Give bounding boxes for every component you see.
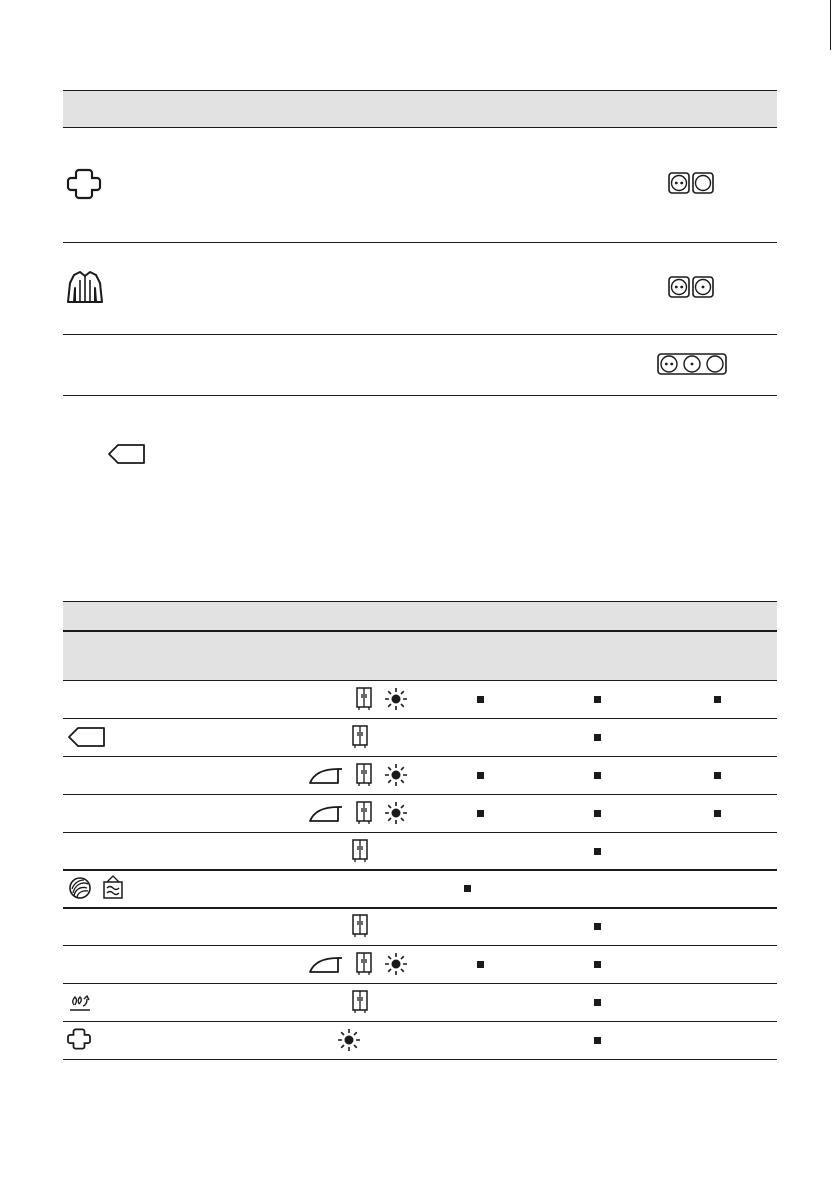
option-available-mark	[594, 961, 601, 968]
iron-icon	[308, 803, 344, 823]
option-available-mark	[594, 772, 601, 779]
option-available-mark	[594, 1037, 601, 1044]
table1-bottom-rule	[63, 395, 777, 396]
wardrobe-icon	[352, 990, 368, 1014]
dry-level-dots-group	[657, 353, 729, 375]
sun-icon	[384, 687, 408, 711]
option-available-mark	[714, 696, 721, 703]
wardrobe-icon	[352, 725, 368, 749]
table2-row-rule	[63, 1021, 777, 1022]
iron-icon	[308, 765, 344, 785]
table1-top-rule	[63, 90, 777, 91]
sun-icon	[337, 1028, 361, 1052]
table1-header	[63, 90, 777, 127]
table2-row-rule	[63, 945, 777, 946]
table2-header-bottom-rule	[63, 680, 777, 681]
option-available-mark	[477, 772, 484, 779]
table2-row-rule	[63, 907, 777, 909]
table2-top-rule	[63, 601, 777, 602]
option-available-mark	[594, 999, 601, 1006]
sun-icon	[384, 801, 408, 825]
table2-row-rule	[63, 794, 777, 795]
option-available-mark	[477, 696, 484, 703]
tag-label-icon	[68, 727, 106, 747]
wardrobe-icon	[356, 952, 372, 976]
table2-row-rule	[63, 869, 777, 871]
table1-header-rule	[63, 127, 777, 128]
wardrobe-icon	[352, 914, 368, 938]
steam-basket-icon	[102, 874, 124, 900]
option-available-mark	[714, 810, 721, 817]
cotton-cross-icon	[68, 168, 100, 200]
wool-ball-icon	[68, 876, 92, 900]
wardrobe-icon	[352, 839, 368, 863]
shirt-icon	[67, 270, 103, 304]
option-available-mark	[464, 885, 471, 892]
option-available-mark	[594, 923, 601, 930]
sun-icon	[384, 763, 408, 787]
dry-level-dots-group	[668, 276, 716, 298]
wardrobe-icon	[356, 687, 372, 711]
wardrobe-icon	[356, 801, 372, 825]
table2-row-rule	[63, 983, 777, 984]
table1-row-rule	[63, 242, 777, 243]
refresh-steam-icon	[68, 990, 92, 1014]
option-available-mark	[714, 772, 721, 779]
table1-row-rule	[63, 334, 777, 335]
option-available-mark	[477, 810, 484, 817]
dry-level-dots-group	[668, 172, 716, 194]
iron-icon	[308, 954, 344, 974]
table2-row-rule	[63, 832, 777, 833]
option-available-mark	[594, 810, 601, 817]
sun-icon	[384, 952, 408, 976]
option-available-mark	[594, 696, 601, 703]
page-cut-mark	[830, 0, 839, 50]
table2-bottom-rule	[63, 1059, 777, 1060]
option-available-mark	[594, 848, 601, 855]
cotton-cross-icon	[68, 1028, 90, 1050]
table2-row-rule	[63, 756, 777, 757]
table2-header	[63, 601, 777, 680]
option-available-mark	[594, 734, 601, 741]
tag-label-icon	[108, 444, 146, 464]
option-available-mark	[477, 961, 484, 968]
table2-row-rule	[63, 718, 777, 719]
wardrobe-icon	[356, 763, 372, 787]
table2-header-rule	[63, 630, 777, 632]
